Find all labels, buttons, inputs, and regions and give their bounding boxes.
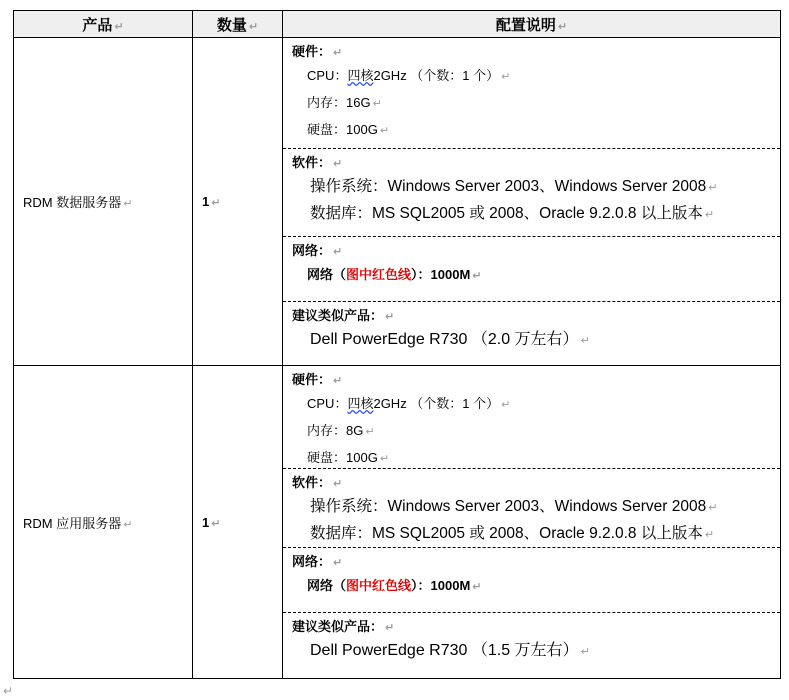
similar-product-line: Dell PowerEdge R730 （2.0 万左右） ↵ bbox=[310, 331, 590, 348]
header-row bbox=[14, 11, 781, 38]
section-title: 网络： ↵ bbox=[292, 554, 343, 569]
header-config: 配置说明 ↵ bbox=[283, 11, 781, 38]
product-cell: RDM 数据服务器 ↵ bbox=[14, 38, 193, 366]
section-title: 软件： ↵ bbox=[292, 155, 343, 170]
disk-line: 硬盘：100G ↵ bbox=[307, 450, 390, 465]
table-row bbox=[14, 38, 781, 366]
section-title: 建议类似产品： ↵ bbox=[292, 619, 395, 634]
config-cell bbox=[283, 366, 781, 679]
section-title: 硬件： ↵ bbox=[292, 44, 343, 59]
memory-line: 内存：16G ↵ bbox=[307, 95, 382, 110]
db-line: 数据库：MS SQL2005 或 2008、Oracle 9.2.0.8 以上版本 ↵ bbox=[310, 525, 715, 542]
db-line: 数据库：MS SQL2005 或 2008、Oracle 9.2.0.8 以上版本 ↵ bbox=[310, 205, 715, 222]
paragraph-mark: ↵ bbox=[3, 684, 14, 698]
section-title: 网络： ↵ bbox=[292, 243, 343, 258]
network-section bbox=[283, 548, 780, 613]
header-quantity: 数量 ↵ bbox=[193, 11, 283, 38]
hardware-section bbox=[283, 38, 780, 149]
memory-line: 内存：8G ↵ bbox=[307, 423, 375, 438]
quantity-cell: 1 ↵ bbox=[193, 38, 283, 366]
similar-product-section bbox=[283, 613, 780, 678]
table-row bbox=[14, 366, 781, 679]
os-line: 操作系统：Windows Server 2003、Windows Server 2008 ↵ bbox=[310, 498, 718, 515]
section-title: 建议类似产品： ↵ bbox=[292, 308, 395, 323]
product-cell: RDM 应用服务器 ↵ bbox=[14, 366, 193, 679]
server-spec-table bbox=[13, 10, 781, 679]
section-title: 硬件： ↵ bbox=[292, 372, 343, 387]
similar-product-section bbox=[283, 302, 780, 365]
similar-product-line: Dell PowerEdge R730 （1.5 万左右） ↵ bbox=[310, 642, 590, 659]
disk-line: 硬盘：100G ↵ bbox=[307, 122, 390, 137]
hardware-section bbox=[283, 366, 780, 469]
section-title: 软件： ↵ bbox=[292, 475, 343, 490]
network-line: 网络（图中红色线）：1000M ↵ bbox=[307, 578, 482, 593]
network-section bbox=[283, 237, 780, 302]
header-product: 产品 ↵ bbox=[14, 11, 193, 38]
software-section bbox=[283, 149, 780, 237]
quantity-cell: 1 ↵ bbox=[193, 366, 283, 679]
os-line: 操作系统：Windows Server 2003、Windows Server 2008 ↵ bbox=[310, 178, 718, 195]
cpu-line: CPU：四核2GHz （个数：1 个） ↵ bbox=[307, 396, 511, 411]
config-cell bbox=[283, 38, 781, 366]
software-section bbox=[283, 469, 780, 548]
cpu-line: CPU：四核2GHz （个数：1 个） ↵ bbox=[307, 68, 511, 83]
network-line: 网络（图中红色线）：1000M ↵ bbox=[307, 267, 482, 282]
